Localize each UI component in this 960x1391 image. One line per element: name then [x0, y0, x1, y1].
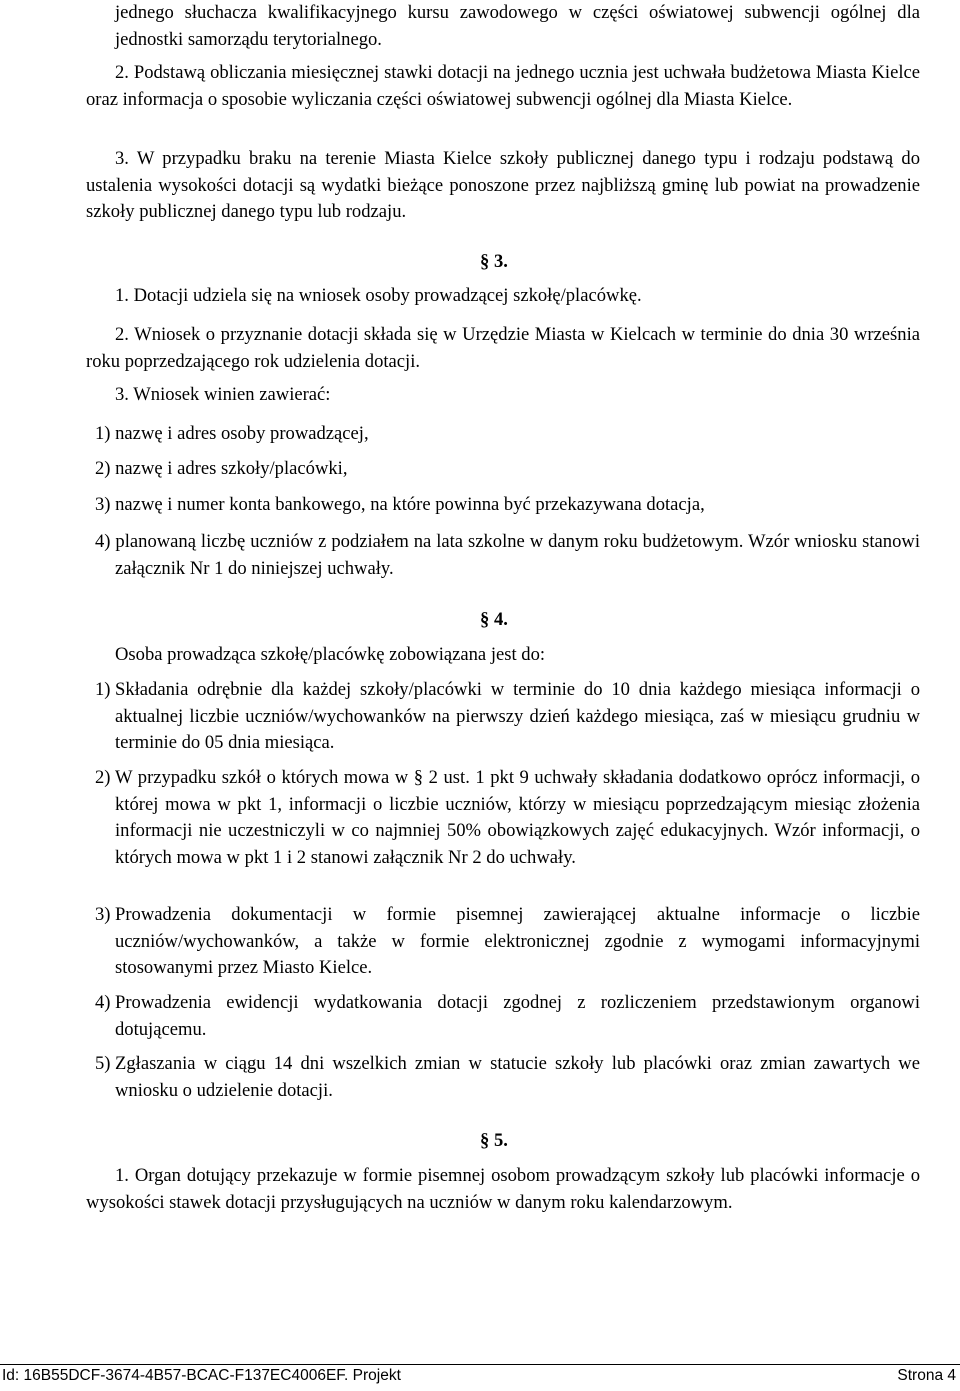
paragraph-3: 3. W przypadku braku na terenie Miasta Kielce szkoły publicznej danego typu i rodzaju podstawą do ustalenia wysokości dotacji są wydatki bieżące ponoszone przez najbliższą gminę lub powiat na prowadzenie szkoły publicznej danego typu lub rodzaju.	[86, 148, 920, 223]
item-text: Prowadzenia dokumentacji w formie pisemnej zawierającej aktualne informacje o liczbie uczniów/wychowanków, a także w formie elektronicznej zgodnie z wymogami informacyjnymi stosowanymi przez Miasto Kielce.	[115, 904, 920, 979]
section-3-item-4: 4) planowaną liczbę uczniów z podziałem na lata szkolne w danym roku budżetowym. Wzór wniosku stanowi załącznik Nr 1 do niniejszej uchwały.	[95, 531, 920, 579]
section-3-point-3: 3. Wniosek winien zawierać:	[115, 384, 331, 405]
document-id: Id: 16B55DCF-3674-4B57-BCAC-F137EC4006EF. Projekt	[2, 1367, 401, 1384]
item-number: 3)	[95, 904, 111, 925]
item-number: 1)	[95, 679, 111, 700]
item-text: Prowadzenia ewidencji wydatkowania dotacji zgodnej z rozliczeniem przedstawionym organowi dotującemu.	[115, 992, 920, 1040]
section-3-point-2: 2. Wniosek o przyznanie dotacji składa się w Urzędzie Miasta w Kielcach w terminie do dnia 30 września roku poprzedzającego rok udzielenia dotacji.	[86, 324, 920, 372]
item-text: Zgłaszania w ciągu 14 dni wszelkich zmian w statucie szkoły lub placówki oraz zmian zawartych we wniosku o udzielenie dotacji.	[115, 1053, 920, 1101]
footer-divider	[0, 1364, 960, 1365]
item-text: W przypadku szkół o których mowa w § 2 ust. 1 pkt 9 uchwały składania dodatkowo oprócz informacji, o której mowa w pkt 1, informacji o liczbie uczniów, którzy w miesiącu poprzedzającym miesiąc złożenia informacji nie uczestniczyli w co najmniej 50% obowiązkowych zajęć edukacyjnych. Wzór informacji, o których mowa w pkt 1 i 2 stanowi załącznik Nr 2 do uchwały.	[115, 767, 920, 868]
section-3-heading: § 3.	[480, 251, 508, 272]
item-text: Składania odrębnie dla każdej szkoły/placówki w terminie do 10 dnia każdego miesiąca informacji o aktualnej liczbie uczniów/wychowanków na pierwszy dzień każdego miesiąca, zaś w miesiącu grudniu w terminie do 05 dnia miesiąca.	[115, 679, 920, 754]
section-3-item-1: 1) nazwę i adres osoby prowadzącej,	[95, 423, 369, 444]
section-5-point-1: 1. Organ dotujący przekazuje w formie pisemnej osobom prowadzącym szkoły lub placówki informacje o wysokości stawek dotacji przysługujących na uczniów w danym roku kalendarzowym.	[86, 1165, 920, 1213]
section-5-heading: § 5.	[480, 1130, 508, 1151]
item-number: 2)	[95, 767, 111, 788]
section-3-item-3: 3) nazwę i numer konta bankowego, na które powinna być przekazywana dotacja,	[95, 494, 705, 515]
section-3-item-2: 2) nazwę i adres szkoły/placówki,	[95, 458, 348, 479]
item-number: 5)	[95, 1053, 111, 1074]
paragraph-2: 2. Podstawą obliczania miesięcznej stawki dotacji na jednego ucznia jest uchwała budżetowa Miasta Kielce oraz informacja o sposobie wyliczania części oświatowej subwencji ogólnej dla Miasta Kielce.	[86, 62, 920, 110]
page-number: Strona 4	[897, 1367, 956, 1384]
section-3-point-1: 1. Dotacji udziela się na wniosek osoby prowadzącej szkołę/placówkę.	[115, 285, 642, 306]
item-number: 4)	[95, 992, 111, 1013]
section-4-intro: Osoba prowadząca szkołę/placówkę zobowiązana jest do:	[115, 644, 546, 665]
paragraph-continuation: jednego słuchacza kwalifikacyjnego kursu zawodowego w części oświatowej subwencji ogólnej dla jednostki samorządu terytorialnego.	[115, 2, 920, 50]
section-4-heading: § 4.	[480, 609, 508, 630]
